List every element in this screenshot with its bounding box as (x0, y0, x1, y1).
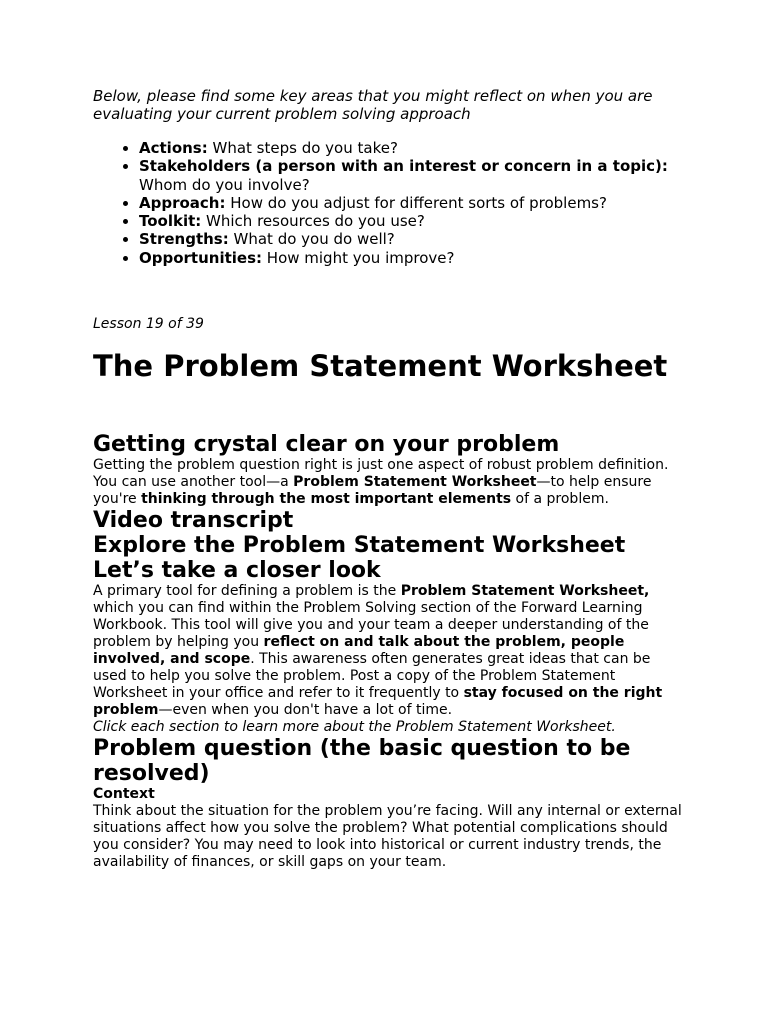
intro-paragraph: Below, please find some key areas that you might reflect on when you are evaluating your current problem solving approach (93, 87, 653, 123)
lesson-body (93, 432, 683, 871)
worksheet-description-paragraph (93, 583, 683, 719)
bold-text-run: Problem Statement Worksheet, (400, 583, 650, 599)
list-item-strengths (139, 230, 683, 248)
context-heading: Context (93, 786, 155, 802)
text-run: Getting the problem question right is just one aspect of robust problem definition. You can use another tool—a (93, 457, 669, 490)
list-item-text: How might you improve? (262, 248, 455, 267)
page-title: The Problem Statement Worksheet (93, 349, 668, 383)
explore-worksheet-heading: Explore the Problem Statement Worksheet (93, 533, 626, 558)
bold-text-run: reflect on and talk about the problem, people involved, and scope (93, 634, 625, 667)
text-run: . This awareness often generates great ideas that can be used to help you solve the problem. Post a copy of the Problem Statement Worksheet in your office and refer to it frequently to (93, 651, 651, 701)
bold-text-run: stay focused on the right problem (93, 685, 663, 718)
reflection-areas-list (93, 139, 683, 267)
list-item-text: Which resources do you use? (201, 212, 425, 231)
list-item-label: Approach: (139, 193, 226, 212)
text-run: of a problem. (511, 491, 609, 507)
problem-question-heading: Problem question (the basic question to be resolved) (93, 736, 631, 786)
list-item-approach (139, 194, 683, 212)
list-item-actions (139, 139, 683, 157)
section-paragraph-crystal-clear (93, 457, 683, 508)
text-run: —even when you don't have a lot of time. (158, 702, 453, 718)
list-item-stakeholders (139, 157, 683, 194)
list-item-label: Actions: (139, 139, 208, 157)
list-item-text: What do you do well? (228, 230, 395, 249)
context-paragraph: Think about the situation for the problem you’re facing. Will any internal or external situations affect how you solve the problem? What potential complications should you consider? You may need to look into historical or current industry trends, the availability of finances, or skill gaps on your team. (93, 803, 682, 870)
text-run: A primary tool for defining a problem is the (93, 583, 401, 599)
text-run: —to help ensure you're (93, 474, 652, 507)
list-item-text: What steps do you take? (207, 139, 398, 157)
document-page (93, 87, 683, 870)
closer-look-heading: Let’s take a closer look (93, 558, 381, 583)
lesson-counter: Lesson 19 of 39 (93, 316, 204, 332)
text-run: which you can find within the Problem Solving section of the Forward Learning Workbook. This tool will give you and your team a deeper understanding of the problem by helping you (93, 600, 649, 650)
video-transcript-heading: Video transcript (93, 508, 294, 533)
list-item-label: Stakeholders (a person with an interest or concern in a topic): (139, 157, 668, 176)
click-instruction (93, 719, 683, 736)
list-item-label: Toolkit: (139, 212, 202, 231)
list-item-label: Opportunities: (139, 248, 263, 267)
list-item-text: How do you adjust for different sorts of problems? (225, 193, 607, 212)
italic-text-run: Click each section to learn more about the Problem Statement Worksheet. (93, 719, 616, 735)
list-item-label: Strengths: (139, 230, 229, 249)
list-item-opportunities (139, 249, 683, 267)
section-heading-crystal-clear: Getting crystal clear on your problem (93, 432, 560, 457)
bold-text-run: Problem Statement Worksheet (293, 474, 537, 490)
bold-text-run: thinking through the most important elements (141, 491, 512, 507)
list-item-text: Whom do you involve? (139, 175, 310, 194)
list-item-toolkit (139, 212, 683, 230)
